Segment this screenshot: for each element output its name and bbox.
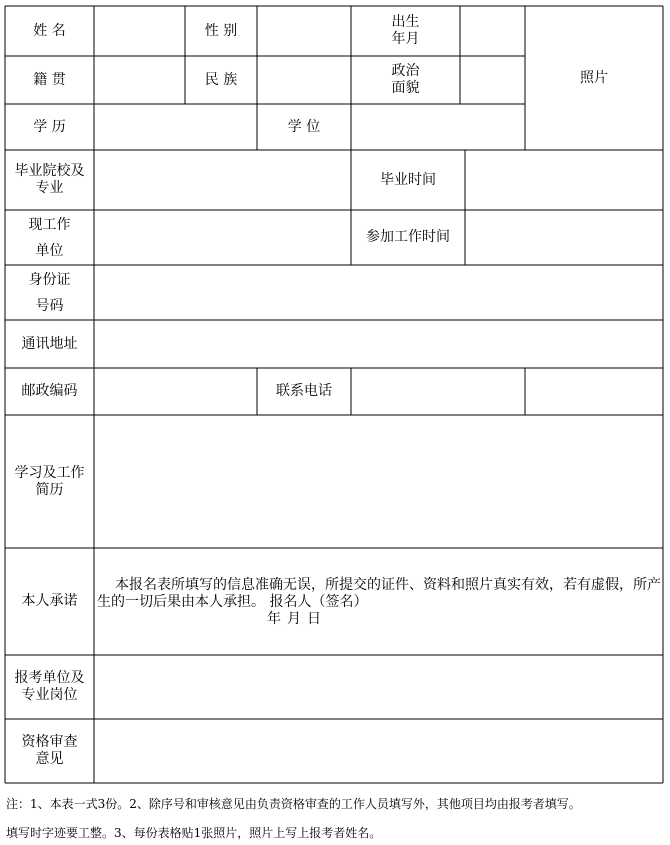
phone-label: 联系电话 xyxy=(276,383,332,399)
apply-unit-input[interactable] xyxy=(94,655,663,719)
school-label: 毕业院校及 专业 xyxy=(14,163,85,196)
grad-time-label: 毕业时间 xyxy=(380,171,436,188)
gender-label: 性 别 xyxy=(204,22,238,39)
political-input[interactable] xyxy=(460,56,525,104)
ethnic-input[interactable] xyxy=(257,56,351,104)
name-label: 姓 名 xyxy=(33,22,66,39)
phone-input[interactable] xyxy=(351,368,525,415)
degree-label: 学 位 xyxy=(287,118,321,135)
native-place-input[interactable] xyxy=(94,56,185,104)
native-place-label: 籍 贯 xyxy=(33,71,66,88)
name-input[interactable] xyxy=(94,6,185,56)
work-start-input[interactable] xyxy=(465,210,663,265)
ethnic-label: 民 族 xyxy=(204,71,238,88)
id-number-label: 身份证 号码 xyxy=(28,271,71,314)
gender-input[interactable] xyxy=(257,6,351,56)
birth-input[interactable] xyxy=(460,6,525,56)
apply-unit-label: 报考单位及 专业岗位 xyxy=(14,670,85,703)
review-label: 资格审查 意见 xyxy=(21,734,78,767)
resume-label: 学习及工作 简历 xyxy=(14,464,85,498)
resume-input[interactable] xyxy=(94,415,663,548)
address-label: 通讯地址 xyxy=(21,335,78,352)
education-label: 学 历 xyxy=(33,118,66,135)
review-input[interactable] xyxy=(94,719,663,783)
pledge-date: 年月日 xyxy=(267,611,327,627)
postcode-input[interactable] xyxy=(94,368,257,415)
degree-input[interactable] xyxy=(351,104,525,150)
note-line-1: 注：1、本表一式3份。2、除序号和审核意见由负责资格审查的工作人员填写外，其他项目均由报考者填写。 xyxy=(6,797,581,811)
photo-box[interactable]: 照片 xyxy=(580,69,608,86)
work-unit-input[interactable] xyxy=(94,210,351,265)
address-input[interactable] xyxy=(94,320,663,368)
work-start-label: 参加工作时间 xyxy=(366,229,450,245)
phone-input-extra[interactable] xyxy=(525,368,663,415)
pledge-label: 本人承诺 xyxy=(21,593,78,609)
birth-label: 出生 年月 xyxy=(391,14,420,47)
work-unit-label: 现工作 单位 xyxy=(28,216,71,259)
grad-time-input[interactable] xyxy=(465,150,663,210)
note-line-2: 填写时字迹要工整。3、每份表格贴1张照片，照片上写上报考者姓名。 xyxy=(6,826,382,840)
school-input[interactable] xyxy=(94,150,351,210)
political-label: 政治 面貌 xyxy=(391,63,420,96)
postcode-label: 邮政编码 xyxy=(21,383,78,399)
pledge-text: 本报名表所填写的信息准确无误，所提交的证件、资料和照片真实有效，若有虚假，所产生的一切后果由本人承担。 报名人（签名） xyxy=(97,577,661,610)
pledge-text-block xyxy=(97,577,662,628)
id-number-input[interactable] xyxy=(94,265,663,320)
education-input[interactable] xyxy=(94,104,257,150)
